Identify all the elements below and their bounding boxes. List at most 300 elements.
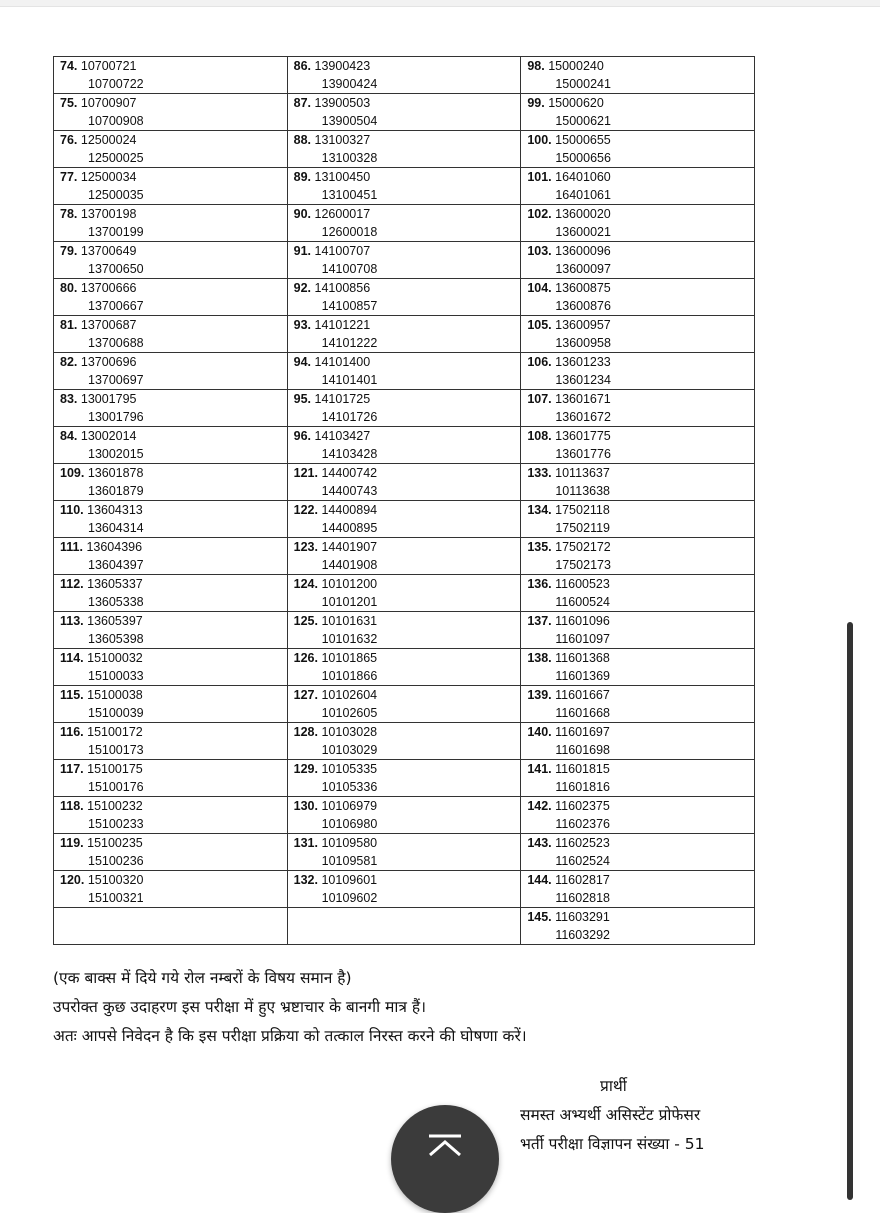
- serial-number: 102.: [527, 207, 552, 221]
- roll-number: 13100450: [314, 170, 371, 184]
- roll-number: 13600096: [555, 244, 611, 258]
- roll-number: 15100175: [87, 762, 143, 776]
- table-cell: [521, 797, 755, 834]
- roll-number: 15100173: [88, 743, 144, 757]
- roll-number: 12500025: [88, 151, 144, 165]
- roll-entry: [60, 612, 281, 648]
- table-row: [54, 390, 755, 427]
- serial-number: 132.: [293, 873, 318, 887]
- roll-entry: [60, 94, 281, 130]
- roll-number: 15100038: [87, 688, 143, 702]
- roll-number: 14400743: [321, 484, 378, 498]
- table-cell: [287, 168, 521, 205]
- roll-number: 16401061: [555, 188, 611, 202]
- table-cell: [287, 353, 521, 390]
- roll-number: 15100176: [88, 780, 144, 794]
- roll-number: 11600524: [555, 595, 610, 609]
- roll-entry-first-line: [527, 427, 748, 445]
- roll-number: 15100039: [88, 706, 144, 720]
- roll-number: 10109580: [321, 836, 378, 850]
- table-row: [54, 908, 755, 945]
- table-cell: [521, 723, 755, 760]
- roll-number: 14400894: [321, 503, 378, 517]
- roll-number: 14101725: [314, 392, 371, 406]
- roll-entry-first-line: [60, 834, 281, 852]
- roll-number: 14100856: [314, 281, 371, 295]
- roll-number: 13700198: [80, 207, 137, 221]
- note-line-2: उपरोक्त कुछ उदाहरण इस परीक्षा में हुए भ्रष्टाचार के बानगी मात्र हैं।: [53, 998, 426, 1016]
- table-cell: [54, 94, 288, 131]
- table-cell: [521, 242, 755, 279]
- table-cell: [287, 538, 521, 575]
- serial-number: 80.: [60, 281, 78, 295]
- serial-number: 119.: [60, 836, 84, 850]
- roll-number: 13601879: [88, 484, 144, 498]
- roll-entry-first-line: [527, 57, 748, 75]
- table-cell: [54, 908, 288, 945]
- serial-number: 86.: [293, 59, 312, 73]
- roll-entry-first-line: [60, 316, 281, 334]
- roll-entry-first-line: [294, 390, 515, 408]
- table-cell: [54, 131, 288, 168]
- table-cell: [54, 57, 288, 94]
- roll-number: 11602818: [555, 891, 610, 905]
- roll-entry-first-line: [60, 538, 281, 556]
- roll-number: 15100321: [88, 891, 144, 905]
- roll-entry: [60, 57, 281, 93]
- roll-entry-first-line: [294, 242, 515, 260]
- roll-number: 11601667: [555, 688, 610, 702]
- roll-entry: [294, 427, 515, 463]
- roll-number: 14100708: [321, 262, 378, 276]
- roll-number: 11601698: [555, 743, 610, 757]
- table-row: [54, 464, 755, 501]
- roll-number: 13601776: [555, 447, 611, 461]
- roll-entry-first-line: [60, 131, 281, 149]
- roll-entry-first-line: [527, 834, 748, 852]
- table-cell: [54, 612, 288, 649]
- roll-number: 13100327: [314, 133, 371, 147]
- table-row: [54, 353, 755, 390]
- roll-entry-first-line: [527, 575, 748, 593]
- roll-number: 11601697: [555, 725, 610, 739]
- serial-number: 135.: [527, 540, 552, 554]
- serial-number: 100.: [527, 133, 552, 147]
- roll-entry: [60, 168, 281, 204]
- roll-entry-first-line: [527, 353, 748, 371]
- roll-number: 13700687: [80, 318, 137, 332]
- roll-entry-first-line: [294, 464, 515, 482]
- roll-entry-first-line: [294, 353, 515, 371]
- roll-number: 14100707: [314, 244, 371, 258]
- serial-number: 130.: [293, 799, 318, 813]
- table-row: [54, 205, 755, 242]
- scroll-to-top-button[interactable]: [391, 1105, 499, 1213]
- roll-entry: [60, 871, 281, 907]
- table-cell: [54, 797, 288, 834]
- roll-number: 14101400: [314, 355, 371, 369]
- serial-number: 139.: [527, 688, 552, 702]
- roll-number: 10109601: [321, 873, 378, 887]
- table-cell: [287, 57, 521, 94]
- roll-entry: [527, 538, 748, 574]
- roll-entry-first-line: [60, 649, 281, 667]
- vertical-scrollbar[interactable]: [847, 622, 853, 1200]
- roll-number: 10113637: [555, 466, 610, 480]
- serial-number: 93.: [293, 318, 312, 332]
- roll-number: 13002015: [88, 447, 144, 461]
- roll-entry: [60, 242, 281, 278]
- table-cell: [521, 205, 755, 242]
- roll-number: 13600958: [555, 336, 611, 350]
- table-row: [54, 538, 755, 575]
- signature-title: प्रार्थी: [600, 1077, 627, 1095]
- serial-number: 143.: [527, 836, 552, 850]
- roll-number: 13605338: [88, 595, 144, 609]
- roll-entry-first-line: [294, 760, 515, 778]
- roll-number: 14100857: [321, 299, 378, 313]
- roll-number: 14101726: [321, 410, 378, 424]
- table-cell: [287, 464, 521, 501]
- roll-number: 13700697: [88, 373, 144, 387]
- roll-number: 13900503: [314, 96, 371, 110]
- roll-number: 13700666: [80, 281, 137, 295]
- serial-number: 118.: [60, 799, 84, 813]
- serial-number: 90.: [293, 207, 312, 221]
- table-cell: [54, 760, 288, 797]
- serial-number: 123.: [293, 540, 318, 554]
- roll-number: 13700199: [88, 225, 144, 239]
- table-row: [54, 686, 755, 723]
- roll-number: 13700650: [88, 262, 144, 276]
- roll-entry: [60, 834, 281, 870]
- serial-number: 131.: [293, 836, 318, 850]
- roll-entry: [294, 316, 515, 352]
- roll-number: 10101632: [321, 632, 378, 646]
- table-row: [54, 131, 755, 168]
- roll-entry-first-line: [527, 168, 748, 186]
- roll-table-body: [54, 57, 755, 945]
- roll-number: 10700907: [80, 96, 137, 110]
- roll-number: 15000241: [555, 77, 611, 91]
- roll-entry: [527, 797, 748, 833]
- table-cell: [287, 427, 521, 464]
- roll-number: 10109581: [321, 854, 378, 868]
- roll-entry: [294, 57, 515, 93]
- roll-entry-first-line: [60, 390, 281, 408]
- roll-entry: [294, 501, 515, 537]
- roll-entry-first-line: [60, 686, 281, 704]
- roll-number: 13600020: [555, 207, 611, 221]
- table-cell: [54, 353, 288, 390]
- roll-number: 11602817: [555, 873, 610, 887]
- roll-entry-first-line: [294, 279, 515, 297]
- roll-number: 13601671: [555, 392, 611, 406]
- table-row: [54, 649, 755, 686]
- roll-entry-first-line: [294, 131, 515, 149]
- top-bar: [0, 0, 880, 7]
- roll-number: 10101631: [321, 614, 378, 628]
- serial-number: 126.: [293, 651, 318, 665]
- table-cell: [287, 908, 521, 945]
- table-cell: [521, 57, 755, 94]
- serial-number: 110.: [60, 503, 84, 517]
- table-cell: [521, 686, 755, 723]
- roll-entry-first-line: [294, 94, 515, 112]
- table-cell: [521, 501, 755, 538]
- roll-number: 13605337: [87, 577, 143, 591]
- roll-number: 11601096: [555, 614, 610, 628]
- roll-number: 13600875: [555, 281, 611, 295]
- table-row: [54, 797, 755, 834]
- roll-entry-first-line: [60, 760, 281, 778]
- roll-entry-first-line: [527, 723, 748, 741]
- roll-number: 11600523: [555, 577, 610, 591]
- roll-entry: [60, 390, 281, 426]
- roll-number: 13601672: [555, 410, 611, 424]
- table-cell: [521, 760, 755, 797]
- roll-number: 12500034: [80, 170, 137, 184]
- roll-entry-first-line: [527, 464, 748, 482]
- roll-number: 12600018: [321, 225, 378, 239]
- roll-number: 13601878: [87, 466, 144, 480]
- roll-number: 10105335: [321, 762, 378, 776]
- table-cell: [54, 575, 288, 612]
- table-row: [54, 871, 755, 908]
- serial-number: 120.: [60, 873, 85, 887]
- roll-entry-first-line: [60, 205, 281, 223]
- roll-number: 13900504: [321, 114, 378, 128]
- roll-number: 10700721: [80, 59, 137, 73]
- table-cell: [54, 649, 288, 686]
- roll-entry: [60, 316, 281, 352]
- roll-number: 14400895: [321, 521, 378, 535]
- roll-entry: [294, 612, 515, 648]
- roll-entry: [527, 353, 748, 389]
- roll-number: 10106980: [321, 817, 378, 831]
- serial-number: 87.: [293, 96, 312, 110]
- serial-number: 98.: [527, 59, 545, 73]
- roll-entry-first-line: [527, 94, 748, 112]
- roll-entry-first-line: [527, 279, 748, 297]
- serial-number: 88.: [293, 133, 312, 147]
- roll-number: 15100233: [88, 817, 144, 831]
- roll-entry-first-line: [294, 797, 515, 815]
- roll-entry-first-line: [60, 242, 281, 260]
- roll-number: 13600876: [555, 299, 611, 313]
- serial-number: 140.: [527, 725, 552, 739]
- roll-entry: [294, 131, 515, 167]
- roll-entry-first-line: [527, 390, 748, 408]
- roll-entry-first-line: [527, 131, 748, 149]
- table-cell: [54, 279, 288, 316]
- roll-number: 10102605: [321, 706, 378, 720]
- table-cell: [54, 871, 288, 908]
- roll-number: 11601668: [555, 706, 610, 720]
- table-cell: [287, 131, 521, 168]
- serial-number: 116.: [60, 725, 84, 739]
- roll-number: 14101222: [321, 336, 378, 350]
- roll-number: 14103428: [321, 447, 378, 461]
- table-cell: [521, 168, 755, 205]
- roll-number: 13100451: [321, 188, 378, 202]
- table-cell: [521, 94, 755, 131]
- table-cell: [287, 390, 521, 427]
- roll-number: 13700649: [80, 244, 137, 258]
- table-cell: [521, 908, 755, 945]
- table-cell: [54, 316, 288, 353]
- roll-number: 13700696: [80, 355, 137, 369]
- serial-number: 77.: [60, 170, 78, 184]
- roll-number: 13601234: [555, 373, 611, 387]
- table-cell: [54, 390, 288, 427]
- serial-number: 134.: [527, 503, 552, 517]
- roll-number: 11601369: [555, 669, 610, 683]
- roll-number: 15100032: [87, 651, 143, 665]
- table-row: [54, 427, 755, 464]
- roll-entry-first-line: [294, 834, 515, 852]
- roll-entry-first-line: [60, 279, 281, 297]
- roll-number: 13001796: [88, 410, 144, 424]
- roll-entry: [294, 353, 515, 389]
- roll-number-table: [53, 56, 755, 945]
- roll-entry: [527, 464, 748, 500]
- roll-number: 15100320: [87, 873, 144, 887]
- roll-number: 14103427: [314, 429, 371, 443]
- serial-number: 138.: [527, 651, 552, 665]
- table-cell: [54, 427, 288, 464]
- serial-number: 136.: [527, 577, 552, 591]
- roll-number: 13604396: [86, 540, 143, 554]
- roll-entry: [60, 131, 281, 167]
- roll-entry-first-line: [294, 612, 515, 630]
- roll-entry: [294, 279, 515, 315]
- roll-entry-first-line: [294, 575, 515, 593]
- roll-number: 13600097: [555, 262, 611, 276]
- roll-number: 11603292: [555, 928, 610, 942]
- table-row: [54, 501, 755, 538]
- chevron-up-icon: [425, 1105, 465, 1163]
- roll-entry: [60, 686, 281, 722]
- roll-entry: [60, 427, 281, 463]
- table-row: [54, 316, 755, 353]
- roll-entry-first-line: [60, 353, 281, 371]
- roll-entry-first-line: [527, 316, 748, 334]
- roll-entry: [527, 760, 748, 796]
- roll-number: 10700908: [88, 114, 144, 128]
- roll-entry-first-line: [527, 538, 748, 556]
- table-cell: [521, 871, 755, 908]
- roll-number: 10113638: [555, 484, 610, 498]
- table-row: [54, 279, 755, 316]
- roll-entry-first-line: [294, 649, 515, 667]
- table-cell: [54, 464, 288, 501]
- roll-number: 15100232: [87, 799, 143, 813]
- serial-number: 106.: [527, 355, 552, 369]
- roll-entry: [527, 612, 748, 648]
- serial-number: 96.: [293, 429, 312, 443]
- roll-entry-first-line: [527, 205, 748, 223]
- roll-entry: [294, 649, 515, 685]
- roll-entry-first-line: [60, 427, 281, 445]
- roll-entry: [527, 390, 748, 426]
- roll-entry-first-line: [60, 501, 281, 519]
- roll-number: 13605398: [88, 632, 144, 646]
- roll-number: 13001795: [80, 392, 137, 406]
- serial-number: 114.: [60, 651, 84, 665]
- table-row: [54, 575, 755, 612]
- serial-number: 74.: [60, 59, 78, 73]
- roll-number: 14401907: [321, 540, 378, 554]
- table-cell: [521, 279, 755, 316]
- table-cell: [521, 575, 755, 612]
- serial-number: 112.: [60, 577, 84, 591]
- roll-number: 13900424: [321, 77, 378, 91]
- roll-number: 11601368: [555, 651, 610, 665]
- roll-entry: [527, 723, 748, 759]
- table-row: [54, 834, 755, 871]
- roll-entry: [527, 316, 748, 352]
- table-row: [54, 612, 755, 649]
- roll-number: 11602524: [555, 854, 610, 868]
- signature-line-2: भर्ती परीक्षा विज्ञापन संख्या - 51: [520, 1135, 705, 1153]
- roll-number: 10103029: [321, 743, 378, 757]
- serial-number: 129.: [293, 762, 318, 776]
- table-cell: [54, 242, 288, 279]
- roll-entry: [527, 908, 748, 944]
- serial-number: 111.: [60, 540, 83, 554]
- roll-entry: [527, 501, 748, 537]
- serial-number: 101.: [527, 170, 552, 184]
- roll-entry-first-line: [60, 94, 281, 112]
- table-cell: [287, 316, 521, 353]
- serial-number: 144.: [527, 873, 552, 887]
- roll-entry: [294, 686, 515, 722]
- roll-number: 17502172: [555, 540, 611, 554]
- roll-number: 13604397: [88, 558, 144, 572]
- note-line-1: (एक बाक्स में दिये गये रोल नम्बरों के विषय समान है): [53, 969, 352, 987]
- roll-number: 13002014: [80, 429, 137, 443]
- table-cell: [287, 612, 521, 649]
- table-cell: [54, 723, 288, 760]
- roll-entry: [527, 242, 748, 278]
- serial-number: 89.: [293, 170, 312, 184]
- roll-number: 10101865: [321, 651, 378, 665]
- serial-number: 145.: [527, 910, 552, 924]
- roll-number: 17502118: [555, 503, 610, 517]
- roll-number: 11602376: [555, 817, 610, 831]
- table-cell: [54, 501, 288, 538]
- notes-section: [53, 964, 773, 1051]
- roll-number: 13900423: [314, 59, 371, 73]
- serial-number: 127.: [293, 688, 318, 702]
- roll-entry: [527, 649, 748, 685]
- roll-entry-first-line: [527, 908, 748, 926]
- table-cell: [287, 575, 521, 612]
- roll-entry-first-line: [60, 575, 281, 593]
- roll-number: 16401060: [555, 170, 611, 184]
- serial-number: 107.: [527, 392, 552, 406]
- roll-entry: [527, 279, 748, 315]
- roll-number: 10103028: [321, 725, 378, 739]
- roll-entry: [527, 871, 748, 907]
- serial-number: 137.: [527, 614, 552, 628]
- roll-entry-first-line: [294, 427, 515, 445]
- roll-entry-first-line: [294, 501, 515, 519]
- roll-entry: [294, 390, 515, 426]
- roll-entry: [60, 538, 281, 574]
- serial-number: 128.: [293, 725, 318, 739]
